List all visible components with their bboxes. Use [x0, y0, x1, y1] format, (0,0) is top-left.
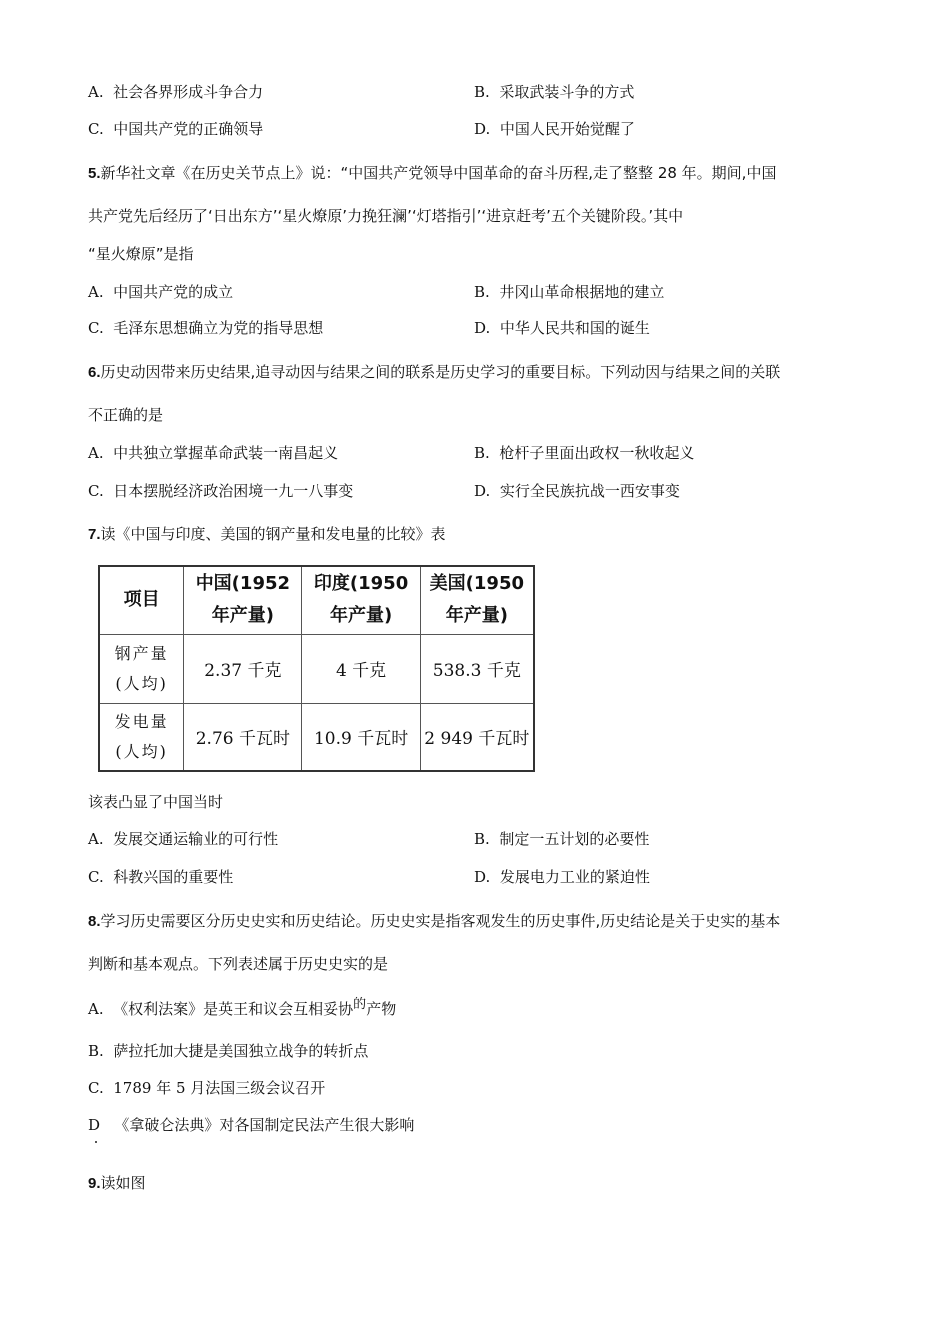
option-letter: B.	[474, 83, 490, 101]
table-row	[99, 634, 534, 703]
option-text: 中华人民共和国的诞生	[499, 319, 650, 337]
table-cell: 2 949 千瓦时	[420, 703, 534, 771]
q5-stem-line1	[88, 163, 776, 184]
option-letter: D.	[474, 319, 491, 337]
q8-option-a	[88, 999, 396, 1021]
q7-stem	[88, 524, 446, 545]
option-letter: A.	[88, 444, 104, 462]
option-letter: A.	[88, 83, 104, 101]
option-letter: B.	[474, 444, 490, 462]
option-text: 中共独立掌握革命武装一南昌起义	[113, 444, 339, 462]
q5-stem-line2	[88, 206, 683, 226]
table-header-row	[99, 566, 534, 634]
option-letter: D.	[474, 482, 491, 500]
option-letter: D	[88, 1116, 101, 1134]
question-number: 7.	[88, 526, 101, 543]
option-text: 枪杆子里面出政权一秋收起义	[499, 444, 695, 462]
option-text: 毛泽东思想确立为党的指导思想	[113, 319, 324, 337]
option-letter: B.	[474, 830, 490, 848]
option-text: 日本摆脱经济政治困境一九一八事变	[113, 482, 354, 500]
q5-option-b	[474, 282, 664, 302]
option-text: 中国共产党的正确领导	[113, 120, 264, 138]
option-text: 科教兴国的重要性	[113, 868, 234, 886]
option-text: 1789 年 5 月法国三级会议召开	[113, 1079, 326, 1097]
stray-dot	[95, 1141, 97, 1143]
option-text: 井冈山革命根据地的建立	[499, 283, 665, 301]
option-letter: A.	[88, 830, 104, 848]
option-text: 实行全民族抗战一西安事变	[499, 482, 680, 500]
q6-stem-line1	[88, 362, 780, 383]
question-number: 8.	[88, 913, 101, 930]
stem-text: 该表凸显了中国当时	[88, 793, 224, 811]
option-text: 发展电力工业的紧迫性	[499, 868, 650, 886]
stem-text: 共产党先后经历了‘日出东方’‘星火燎原’力挽狂澜’‘灯塔指引’‘进京赶考’五个关键阶段。’其中	[88, 207, 684, 225]
question-number: 6.	[88, 364, 101, 381]
stem-text: 读《中国与印度、美国的钢产量和发电量的比较》表	[100, 525, 446, 543]
q5-option-c	[88, 318, 323, 338]
option-text: 发展交通运输业的可行性	[113, 830, 279, 848]
q7-option-b	[474, 829, 649, 849]
option-text-tail: 产物	[366, 1000, 397, 1018]
q4-option-d	[474, 119, 635, 139]
q8-option-d	[88, 1115, 414, 1135]
q4-option-a	[88, 82, 263, 102]
option-letter: B.	[474, 283, 490, 301]
stem-text: 学习历史需要区分历史史实和历史结论。历史史实是指客观发生的历史事件,历史结论是关于史实的基本	[100, 912, 781, 930]
table-row-label: 发电量 (人均)	[99, 703, 184, 771]
q8-stem-line2	[88, 954, 388, 974]
option-text: 采取武装斗争的方式	[499, 83, 635, 101]
q8-option-c	[88, 1078, 325, 1098]
table-cell: 10.9 千瓦时	[302, 703, 420, 771]
q4-option-c	[88, 119, 263, 139]
option-text: 《权利法案》是英王和议会互相妥协	[113, 1000, 354, 1018]
option-letter: A.	[88, 283, 104, 301]
table-header-cell: 中国(1952 年产量)	[184, 566, 302, 634]
stem-text: 判断和基本观点。下列表述属于历史史实的是	[88, 955, 389, 973]
option-text: 制定一五计划的必要性	[499, 830, 650, 848]
table-row-label: 钢产量 (人均)	[99, 634, 184, 703]
stem-text: 读如图	[100, 1174, 146, 1192]
option-letter: C.	[88, 1079, 104, 1097]
q6-option-a	[88, 443, 338, 463]
q5-stem-line3	[88, 244, 194, 264]
table-header-cell: 印度(1950 年产量)	[302, 566, 420, 634]
option-letter: C.	[88, 120, 104, 138]
q7-option-d	[474, 867, 650, 887]
comparison-table	[98, 565, 535, 772]
stem-text: 历史动因带来历史结果,追寻动因与结果之间的联系是历史学习的重要目标。下列动因与结果之间的关联	[100, 363, 781, 381]
option-text: 萨拉托加大捷是美国独立战争的转折点	[113, 1042, 369, 1060]
q9-stem	[88, 1173, 146, 1194]
q6-stem-line2	[88, 405, 163, 425]
option-letter: C.	[88, 868, 104, 886]
stem-text: 新华社文章《在历史关节点上》说：“中国共产党领导中国革命的奋斗历程,走了整整 28 年。期间,中国	[100, 164, 777, 182]
question-number: 9.	[88, 1175, 101, 1192]
q6-option-b	[474, 443, 694, 463]
option-text: 《拿破仑法典》对各国制定民法产生很大影响	[114, 1116, 415, 1134]
q7-after-table	[88, 792, 223, 812]
table-cell: 538.3 千克	[420, 634, 534, 703]
option-letter: C.	[88, 319, 104, 337]
option-text-raised: 的	[353, 997, 367, 1012]
q7-option-c	[88, 867, 233, 887]
q4-option-b	[474, 82, 634, 102]
q5-option-a	[88, 282, 233, 302]
q6-option-d	[474, 481, 680, 501]
table-cell: 4 千克	[302, 634, 420, 703]
option-letter: A.	[88, 1000, 104, 1018]
q8-option-b	[88, 1041, 368, 1061]
option-letter: C.	[88, 482, 104, 500]
option-letter: D.	[474, 868, 491, 886]
q8-stem-line1	[88, 911, 780, 932]
stem-text: 不正确的是	[88, 406, 164, 424]
option-text: 社会各界形成斗争合力	[113, 83, 264, 101]
option-text: 中国人民开始觉醒了	[499, 120, 635, 138]
table-row	[99, 703, 534, 771]
question-number: 5.	[88, 165, 101, 182]
table-cell: 2.37 千克	[184, 634, 302, 703]
q5-option-d	[474, 318, 650, 338]
table-header-cell: 美国(1950 年产量)	[420, 566, 534, 634]
option-text: 中国共产党的成立	[113, 283, 234, 301]
table-header-cell: 项目	[99, 566, 184, 634]
q6-option-c	[88, 481, 353, 501]
table-cell: 2.76 千瓦时	[184, 703, 302, 771]
stem-text: “星火燎原”是指	[88, 245, 194, 263]
option-letter: B.	[88, 1042, 104, 1060]
option-letter: D.	[474, 120, 491, 138]
q7-option-a	[88, 829, 278, 849]
